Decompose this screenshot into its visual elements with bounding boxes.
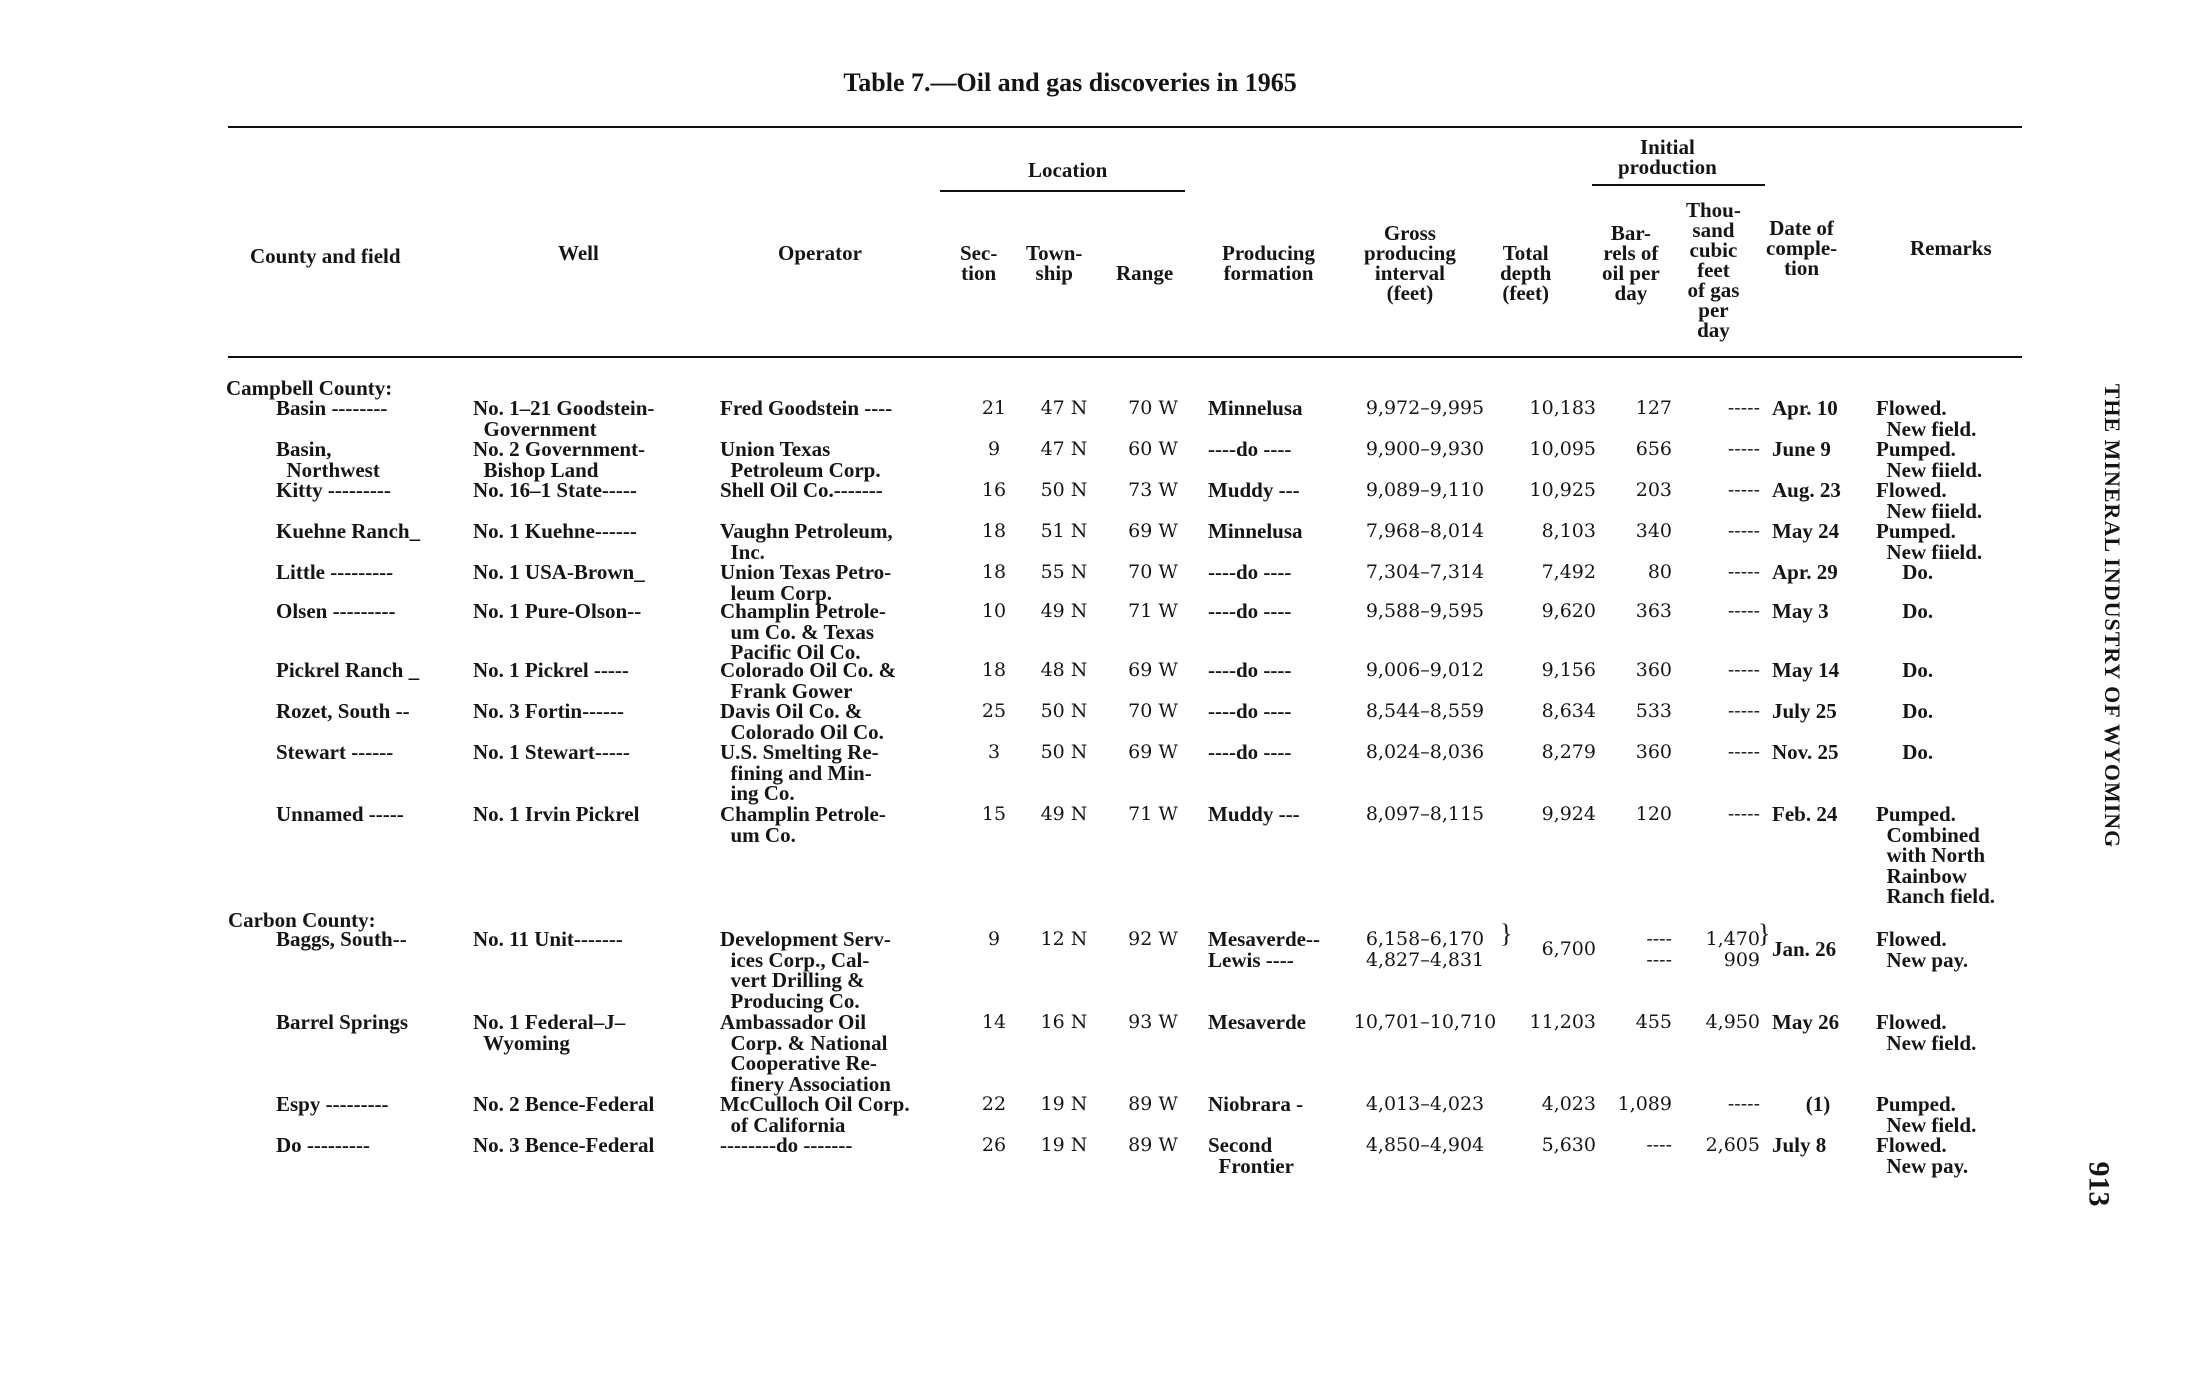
cell-date: June 9 [1772, 437, 1831, 461]
cell-formation: Minnelusa [1208, 519, 1303, 543]
header-gas: Thou- sand cubic feet of gas per day [1686, 198, 1741, 342]
cell-range: 60 W [1128, 438, 1178, 460]
cell-date: Feb. 24 [1772, 802, 1838, 826]
header-township: Town- ship [1026, 241, 1083, 285]
cell-remarks: Flowed. New fiield. [1876, 478, 1983, 523]
cell-field: Baggs, South-- [276, 927, 407, 951]
cell-depth: 5,630 [1541, 1134, 1596, 1156]
cell-section: 9 [987, 928, 1001, 950]
cell-date: Aug. 23 [1772, 478, 1841, 502]
cell-field: Basin -------- [276, 396, 388, 420]
cell-date: Nov. 25 [1772, 740, 1839, 764]
cell-gas: ----- [1727, 659, 1760, 681]
cell-oil: 455 [1635, 1011, 1672, 1033]
cell-interval: 7,304–7,314 [1365, 561, 1485, 583]
cell-well: No. 3 Bence-Federal [473, 1133, 655, 1157]
cell-date: May 26 [1772, 1010, 1840, 1034]
cell-formation: Mesaverde-- Lewis ---- [1208, 927, 1320, 972]
cell-well: No. 1 Irvin Pickrel [473, 802, 640, 826]
cell-oil: 340 [1635, 520, 1672, 542]
header-remarks: Remarks [1910, 236, 1992, 260]
header-formation: Producing formation [1222, 241, 1315, 285]
cell-operator: --------do ------- [720, 1133, 853, 1157]
cell-well: No. 1 Kuehne------ [473, 519, 637, 543]
cell-operator: Union Texas Petroleum Corp. [720, 437, 881, 482]
cell-range: 93 W [1128, 1011, 1178, 1033]
cell-formation: Second Frontier [1208, 1133, 1294, 1178]
cell-section: 26 [981, 1134, 1007, 1156]
cell-township: 47 N [1040, 438, 1088, 460]
cell-date: July 25 [1772, 699, 1837, 723]
cell-gas: ----- [1727, 561, 1760, 583]
cell-township: 50 N [1040, 741, 1088, 763]
cell-formation: Minnelusa [1208, 396, 1303, 420]
cell-section: 18 [981, 561, 1007, 583]
cell-remarks: Do. [1876, 599, 1934, 623]
cell-field: Barrel Springs [276, 1010, 409, 1034]
cell-oil: 1,089 [1617, 1093, 1672, 1115]
cell-range: 73 W [1128, 479, 1178, 501]
cell-gas: ----- [1727, 520, 1760, 542]
cell-date: May 14 [1772, 658, 1840, 682]
cell-range: 69 W [1128, 741, 1178, 763]
cell-interval: 7,968–8,014 [1365, 520, 1485, 542]
cell-field: Pickrel Ranch _ [276, 658, 420, 682]
cell-interval: 10,701–10,710 [1353, 1011, 1497, 1033]
cell-well: No. 16–1 State----- [473, 478, 637, 502]
cell-operator: Ambassador Oil Corp. & National Cooperative Re- finery Association [720, 1010, 891, 1096]
cell-interval: 8,544–8,559 [1365, 700, 1485, 722]
cell-township: 55 N [1040, 561, 1088, 583]
cell-field: Stewart ------ [276, 740, 394, 764]
cell-formation: ----do ---- [1208, 560, 1292, 584]
cell-gas: ----- [1727, 438, 1760, 460]
cell-oil: 363 [1635, 600, 1672, 622]
cell-gas: ----- [1727, 600, 1760, 622]
header-completion: Date of comple- tion [1766, 216, 1838, 280]
county-heading-campbell: Campbell County: [226, 376, 393, 400]
cell-date: Jan. 26 [1772, 937, 1837, 961]
cell-operator: Fred Goodstein ---- [720, 396, 893, 420]
cell-operator: Colorado Oil Co. & Frank Gower [720, 658, 897, 703]
cell-remarks: Flowed. New pay. [1876, 1133, 1969, 1178]
header-interval: Gross producing interval (feet) [1364, 221, 1456, 305]
cell-remarks: Flowed. New pay. [1876, 927, 1969, 972]
header-initial-production: Initial production [1618, 135, 1717, 179]
cell-date: May 24 [1772, 519, 1840, 543]
initial-production-rule [1592, 184, 1765, 186]
cell-township: 12 N [1040, 928, 1088, 950]
cell-depth: 9,924 [1541, 803, 1596, 825]
cell-oil: 127 [1635, 397, 1672, 419]
cell-operator: Shell Oil Co.------- [720, 478, 883, 502]
cell-date: Apr. 10 [1772, 396, 1838, 420]
cell-township: 49 N [1040, 803, 1088, 825]
cell-field: Rozet, South -- [276, 699, 410, 723]
cell-remarks: Pumped. New fiield. [1876, 437, 1983, 482]
cell-remarks: Do. [1876, 699, 1934, 723]
cell-gas: ----- [1727, 803, 1760, 825]
interval-brace: } [1500, 919, 1513, 948]
cell-range: 89 W [1128, 1093, 1178, 1115]
cell-oil: 360 [1635, 659, 1672, 681]
cell-remarks: Do. [1876, 658, 1934, 682]
cell-formation: ----do ---- [1208, 658, 1292, 682]
cell-depth: 8,634 [1541, 700, 1596, 722]
cell-section: 10 [981, 600, 1007, 622]
cell-date: July 8 [1772, 1133, 1827, 1157]
cell-well: No. 1 Stewart----- [473, 740, 630, 764]
county-heading-carbon: Carbon County: [228, 908, 376, 932]
page-number: 913 [2082, 1161, 2116, 1207]
cell-operator: Vaughn Petroleum, Inc. [720, 519, 893, 564]
cell-date: Apr. 29 [1772, 560, 1838, 584]
header-well: Well [558, 241, 599, 265]
cell-depth: 10,095 [1529, 438, 1596, 460]
cell-section: 18 [981, 659, 1007, 681]
cell-formation: Muddy --- [1208, 802, 1300, 826]
cell-interval: 6,158–6,170 4,827–4,831 [1365, 928, 1485, 971]
cell-well: No. 1–21 Goodstein- Government [473, 396, 655, 441]
cell-oil: ---- ---- [1646, 928, 1672, 971]
cell-field: Little --------- [276, 560, 394, 584]
cell-section: 9 [987, 438, 1001, 460]
cell-oil: 360 [1635, 741, 1672, 763]
cell-operator: Davis Oil Co. & Colorado Oil Co. [720, 699, 884, 744]
cell-gas: ----- [1727, 479, 1760, 501]
cell-interval: 9,900–9,930 [1365, 438, 1485, 460]
cell-depth: 10,183 [1529, 397, 1596, 419]
header-bottom-rule [228, 356, 2022, 358]
cell-remarks: Pumped. Combined with North Rainbow Ranch field. [1876, 802, 1996, 908]
cell-township: 51 N [1040, 520, 1088, 542]
cell-well: No. 2 Bence-Federal [473, 1092, 655, 1116]
cell-date: (1) [1805, 1092, 1831, 1116]
cell-oil: 120 [1635, 803, 1672, 825]
cell-oil: 533 [1635, 700, 1672, 722]
cell-interval: 4,013–4,023 [1365, 1093, 1485, 1115]
cell-field: Kuehne Ranch_ [276, 519, 421, 543]
cell-remarks: Do. [1876, 560, 1934, 584]
cell-township: 47 N [1040, 397, 1088, 419]
cell-operator: Union Texas Petro- leum Corp. [720, 560, 892, 605]
cell-interval: 9,972–9,995 [1365, 397, 1485, 419]
cell-field: Olsen --------- [276, 599, 396, 623]
cell-formation: ----do ---- [1208, 599, 1292, 623]
cell-remarks: Pumped. New fiield. [1876, 519, 1983, 564]
cell-oil: 80 [1647, 561, 1672, 583]
table-title: Table 7.—Oil and gas discoveries in 1965 [843, 68, 1297, 97]
cell-formation: Muddy --- [1208, 478, 1300, 502]
cell-well: No. 1 Pure-Olson-- [473, 599, 642, 623]
cell-range: 92 W [1128, 928, 1178, 950]
cell-range: 70 W [1128, 397, 1178, 419]
cell-range: 71 W [1128, 803, 1178, 825]
location-rule [940, 190, 1185, 192]
cell-section: 21 [981, 397, 1007, 419]
cell-township: 19 N [1040, 1093, 1088, 1115]
cell-interval: 9,588–9,595 [1365, 600, 1485, 622]
cell-remarks: Do. [1876, 740, 1934, 764]
cell-township: 19 N [1040, 1134, 1088, 1156]
cell-operator: Champlin Petrole- um Co. & Texas Pacific Oil Co. [720, 599, 886, 664]
cell-depth: 9,620 [1541, 600, 1596, 622]
cell-formation: ----do ---- [1208, 699, 1292, 723]
header-county-field: County and field [250, 244, 401, 268]
cell-well: No. 1 Federal–J– Wyoming [473, 1010, 626, 1055]
cell-range: 89 W [1128, 1134, 1178, 1156]
header-operator: Operator [778, 241, 862, 265]
cell-gas: 4,950 [1705, 1011, 1760, 1033]
top-rule [228, 126, 2022, 128]
cell-gas: ----- [1727, 741, 1760, 763]
cell-operator: U.S. Smelting Re- fining and Min- ing Co. [720, 740, 879, 805]
cell-township: 50 N [1040, 479, 1088, 501]
cell-depth: 10,925 [1529, 479, 1596, 501]
cell-operator: McCulloch Oil Corp. of California [720, 1092, 910, 1137]
cell-interval: 8,024–8,036 [1365, 741, 1485, 763]
cell-depth: 4,023 [1541, 1093, 1596, 1115]
header-barrels: Bar- rels of oil per day [1602, 221, 1660, 305]
cell-remarks: Pumped. New field. [1876, 1092, 1977, 1137]
cell-range: 69 W [1128, 659, 1178, 681]
cell-depth: 9,156 [1541, 659, 1596, 681]
cell-township: 50 N [1040, 700, 1088, 722]
cell-depth: 7,492 [1541, 561, 1596, 583]
cell-operator: Champlin Petrole- um Co. [720, 802, 886, 847]
gas-brace: } [1758, 919, 1771, 948]
cell-date: May 3 [1772, 599, 1829, 623]
cell-field: Basin, Northwest [276, 437, 380, 482]
cell-remarks: Flowed. New field. [1876, 396, 1977, 441]
cell-section: 22 [981, 1093, 1007, 1115]
cell-section: 18 [981, 520, 1007, 542]
cell-interval: 9,006–9,012 [1365, 659, 1485, 681]
cell-gas: ----- [1727, 700, 1760, 722]
cell-depth: 8,279 [1541, 741, 1596, 763]
cell-depth: 8,103 [1541, 520, 1596, 542]
cell-section: 14 [981, 1011, 1007, 1033]
cell-depth: 11,203 [1529, 1011, 1596, 1033]
cell-well: No. 1 USA-Brown_ [473, 560, 645, 584]
cell-formation: Mesaverde [1208, 1010, 1306, 1034]
cell-oil: ---- [1646, 1134, 1672, 1156]
cell-section: 3 [987, 741, 1001, 763]
running-head: THE MINERAL INDUSTRY OF WYOMING [2100, 383, 2125, 849]
header-location: Location [1028, 158, 1108, 182]
cell-operator: Development Serv- ices Corp., Cal- vert Drilling & Producing Co. [720, 927, 891, 1013]
cell-field: Espy --------- [276, 1092, 389, 1116]
cell-gas: ----- [1727, 1093, 1760, 1115]
cell-well: No. 1 Pickrel ----- [473, 658, 629, 682]
cell-well: No. 2 Government- Bishop Land [473, 437, 646, 482]
cell-range: 71 W [1128, 600, 1178, 622]
cell-field: Kitty --------- [276, 478, 391, 502]
cell-field: Do --------- [276, 1133, 370, 1157]
cell-interval: 4,850–4,904 [1365, 1134, 1485, 1156]
cell-township: 16 N [1040, 1011, 1088, 1033]
cell-formation: Niobrara - [1208, 1092, 1304, 1116]
header-section: Sec- tion [960, 241, 998, 285]
cell-formation: ----do ---- [1208, 437, 1292, 461]
cell-section: 15 [981, 803, 1007, 825]
cell-gas: 1,470 909 [1705, 928, 1760, 971]
cell-gas: 2,605 [1705, 1134, 1760, 1156]
cell-oil: 203 [1635, 479, 1672, 501]
cell-gas: ----- [1727, 397, 1760, 419]
cell-oil: 656 [1635, 438, 1672, 460]
cell-well: No. 3 Fortin------ [473, 699, 625, 723]
cell-interval: 9,089–9,110 [1365, 479, 1485, 501]
cell-section: 16 [981, 479, 1007, 501]
cell-interval: 8,097–8,115 [1365, 803, 1485, 825]
header-range: Range [1116, 261, 1174, 285]
cell-formation: ----do ---- [1208, 740, 1292, 764]
cell-range: 69 W [1128, 520, 1178, 542]
cell-range: 70 W [1128, 561, 1178, 583]
cell-remarks: Flowed. New field. [1876, 1010, 1977, 1055]
cell-field: Unnamed ----- [276, 802, 404, 826]
cell-depth: 6,700 [1541, 938, 1596, 960]
cell-township: 48 N [1040, 659, 1088, 681]
header-depth: Total depth (feet) [1500, 241, 1552, 305]
cell-well: No. 11 Unit------- [473, 927, 623, 951]
cell-township: 49 N [1040, 600, 1088, 622]
cell-section: 25 [981, 700, 1007, 722]
cell-range: 70 W [1128, 700, 1178, 722]
